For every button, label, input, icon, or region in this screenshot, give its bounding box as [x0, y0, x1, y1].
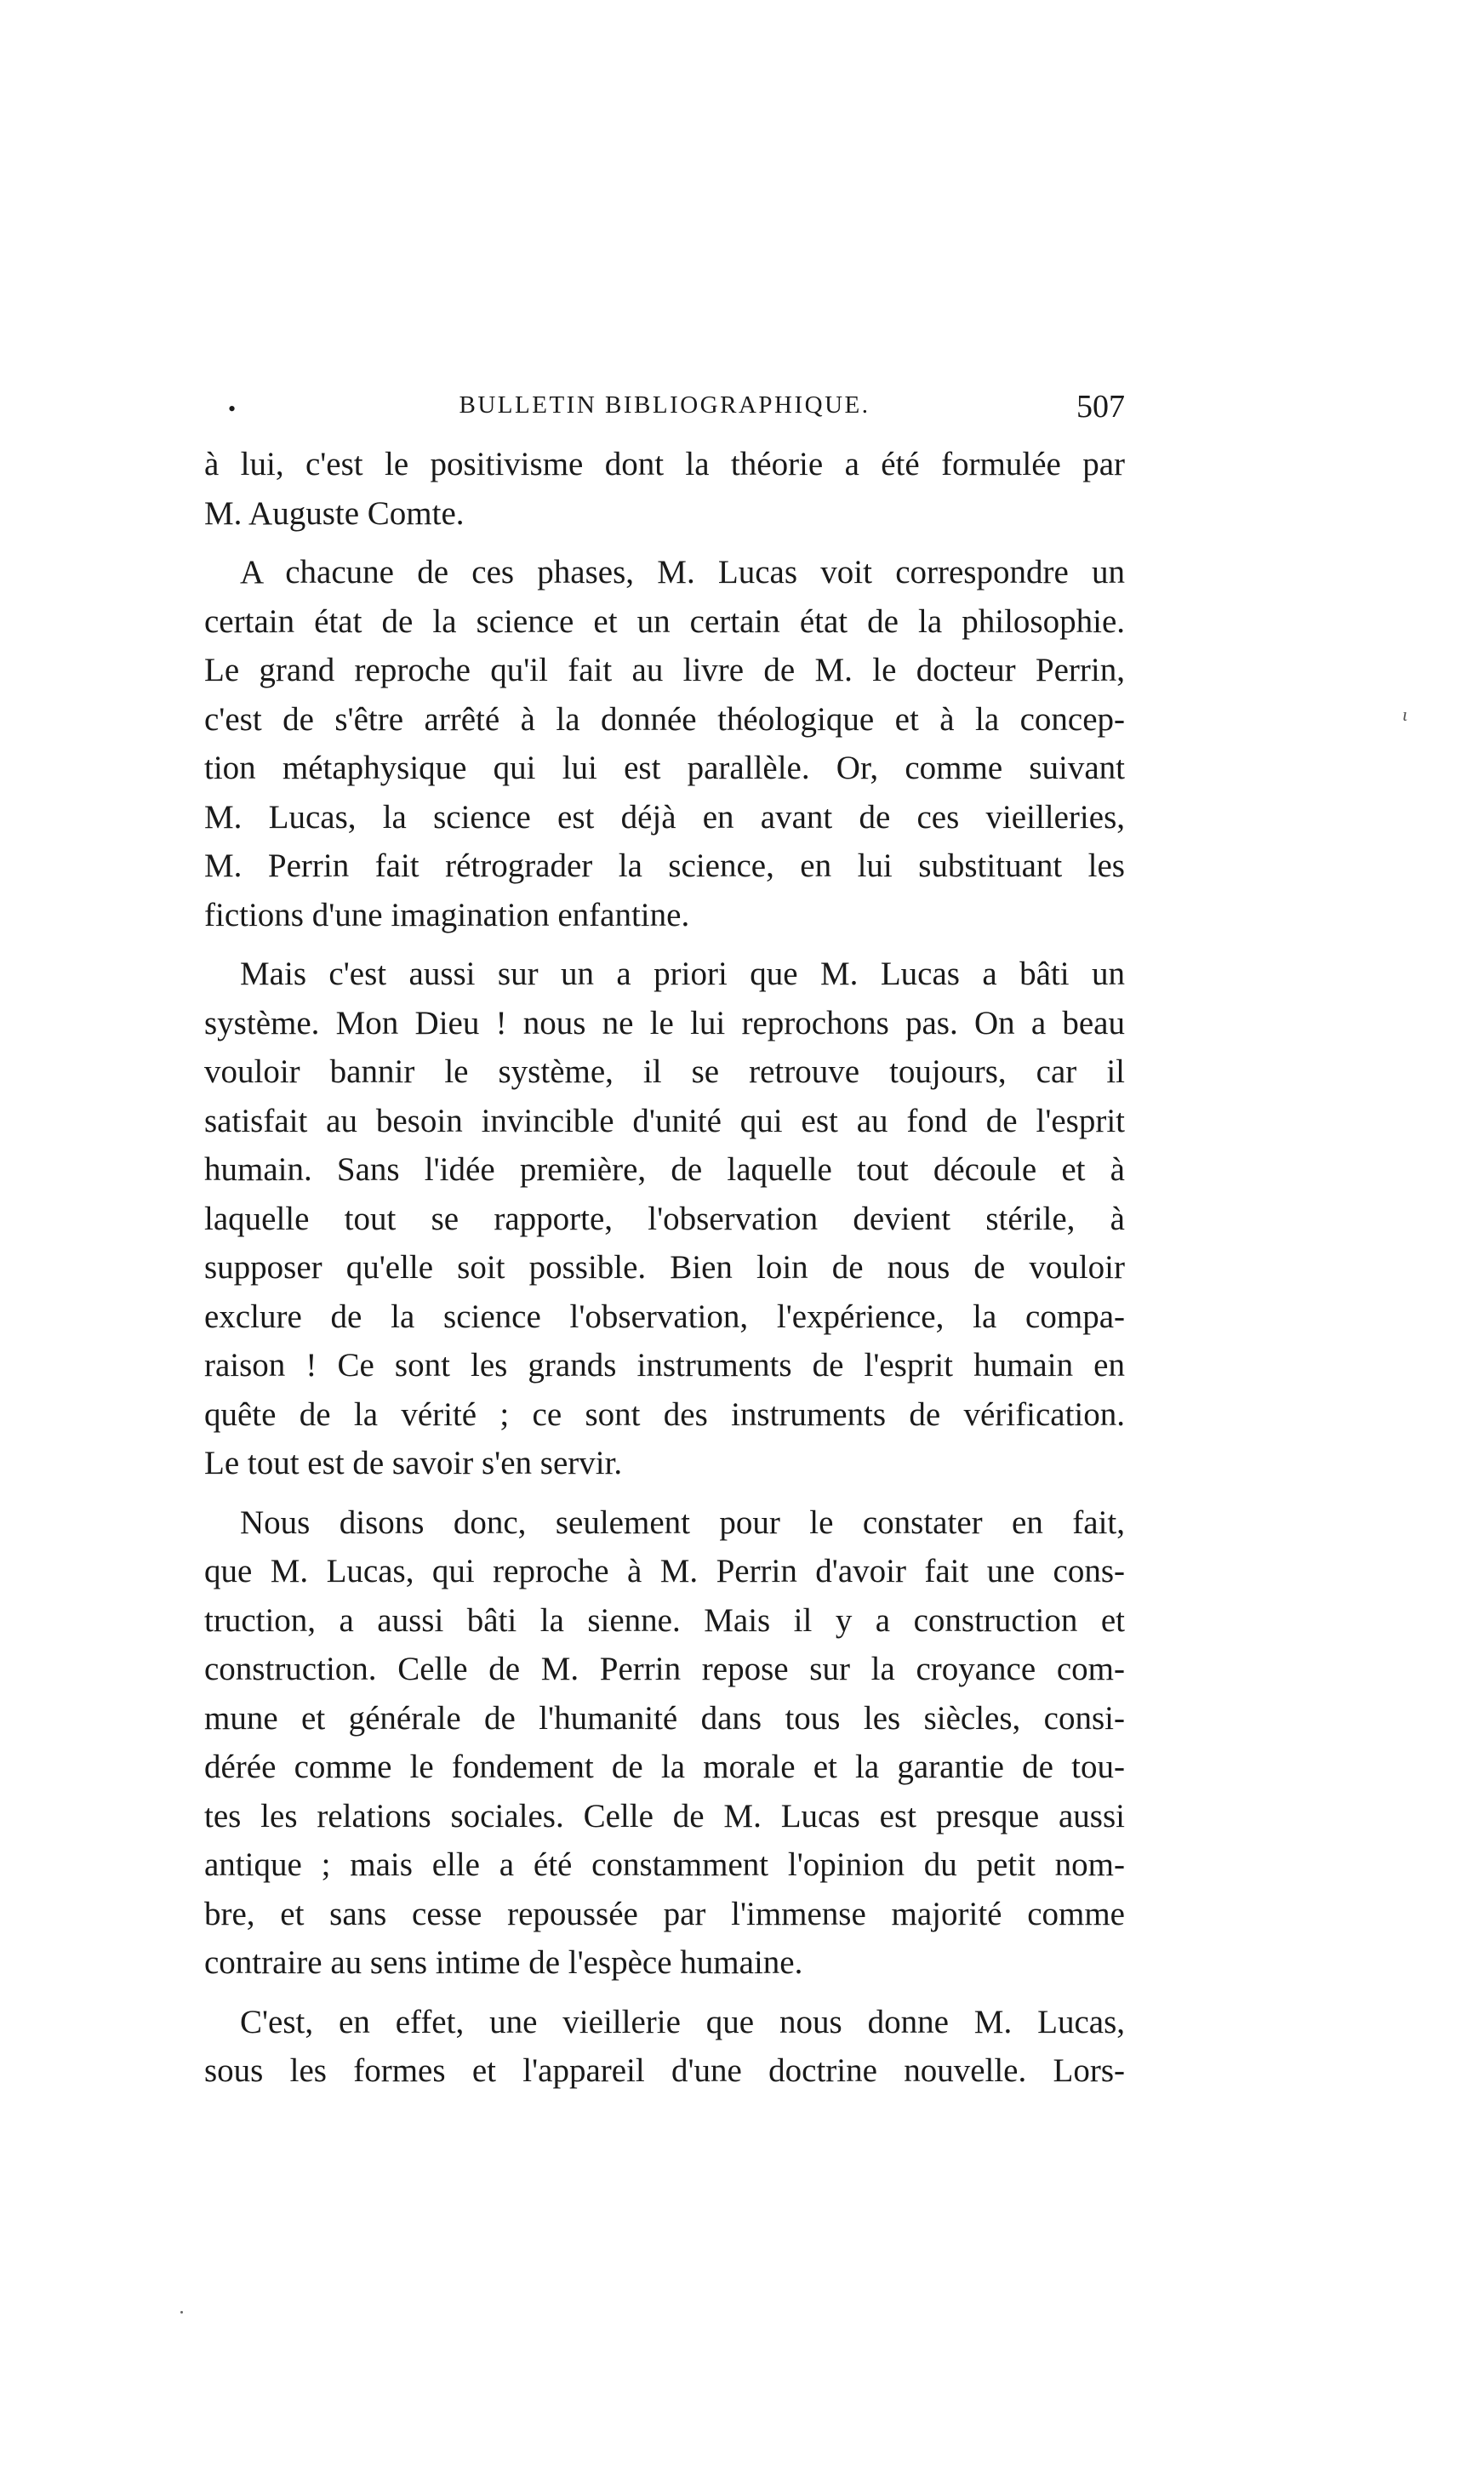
text-line: vouloir bannir le système, il se retrouve toujours, car il: [204, 1053, 1125, 1090]
text-line: bre, et sans cesse repoussée par l'immense majorité comme: [204, 1895, 1125, 1932]
text-line: c'est de s'être arrêté à la donnée théologique et à la concep-: [204, 700, 1125, 738]
text-line: exclure de la science l'observation, l'expérience, la compa-: [204, 1298, 1125, 1335]
text-line: M. Auguste Comte.: [204, 494, 465, 532]
text-line: supposer qu'elle soit possible. Bien loin de nous de vouloir: [204, 1249, 1125, 1286]
text-line: satisfait au besoin invincible d'unité qui est au fond de l'esprit: [204, 1102, 1125, 1139]
text-line: truction, a aussi bâti la sienne. Mais il y a construction et: [204, 1601, 1125, 1639]
text-line: tion métaphysique qui lui est parallèle. Or, comme suivant: [204, 750, 1125, 786]
text-line: dérée comme le fondement de la morale et la garantie de tou-: [204, 1749, 1125, 1785]
text-line: Le tout est de savoir s'en servir.: [204, 1445, 623, 1481]
text-line: que M. Lucas, qui reproche à M. Perrin d'avoir fait une cons-: [204, 1553, 1125, 1589]
text-line: Le grand reproche qu'il fait au livre de M. le docteur Perrin,: [204, 652, 1125, 688]
text-line: M. Lucas, la science est déjà en avant de ces vieilleries,: [204, 798, 1125, 836]
text-line: antique ; mais elle a été constamment l'opinion du petit nom-: [204, 1846, 1125, 1883]
text-line: contraire au sens intime de l'espèce humaine.: [204, 1944, 803, 1981]
text-line: tes les relations sociales. Celle de M. Lucas est presque aussi: [204, 1797, 1125, 1834]
text-line: quête de la vérité ; ce sont des instruments de vérification.: [204, 1395, 1125, 1433]
ink-speck: [180, 2311, 183, 2314]
text-line: laquelle tout se rapporte, l'observation devient stérile, à: [204, 1200, 1125, 1237]
text-line: A chacune de ces phases, M. Lucas voit correspondre un: [240, 554, 1125, 591]
text-line: fictions d'une imagination enfantine.: [204, 896, 690, 933]
body-text: [204, 440, 1125, 2096]
margin-mark: ι: [1402, 704, 1408, 725]
page-header: [204, 385, 1125, 436]
text-line: construction. Celle de M. Perrin repose sur la croyance com-: [204, 1651, 1125, 1687]
running-title: BULLETIN BIBLIOGRAPHIQUE.: [459, 391, 870, 419]
text-line: mune et générale de l'humanité dans tous les siècles, consi-: [204, 1699, 1125, 1737]
text-line: sous les formes et l'appareil d'une doctrine nouvelle. Lors-: [204, 2052, 1125, 2089]
text-line: M. Perrin fait rétrograder la science, en lui substituant les: [204, 847, 1125, 884]
text-line: à lui, c'est le positivisme dont la théorie a été formulée par: [204, 446, 1125, 482]
text-line: raison ! Ce sont les grands instruments de l'esprit humain en: [204, 1347, 1125, 1384]
text-line: C'est, en effet, une vieillerie que nous donne M. Lucas,: [240, 2003, 1125, 2040]
text-line: système. Mon Dieu ! nous ne le lui reprochons pas. On a beau: [204, 1004, 1125, 1041]
text-line: humain. Sans l'idée première, de laquelle tout découle et à: [204, 1151, 1125, 1188]
text-line: certain état de la science et un certain état de la philosophie.: [204, 602, 1125, 640]
page-number: 507: [1076, 389, 1125, 425]
header-mark: •: [228, 397, 237, 421]
text-line: Nous disons donc, seulement pour le constater en fait,: [240, 1503, 1125, 1541]
text-line: Mais c'est aussi sur un a priori que M. Lucas a bâti un: [240, 956, 1125, 992]
